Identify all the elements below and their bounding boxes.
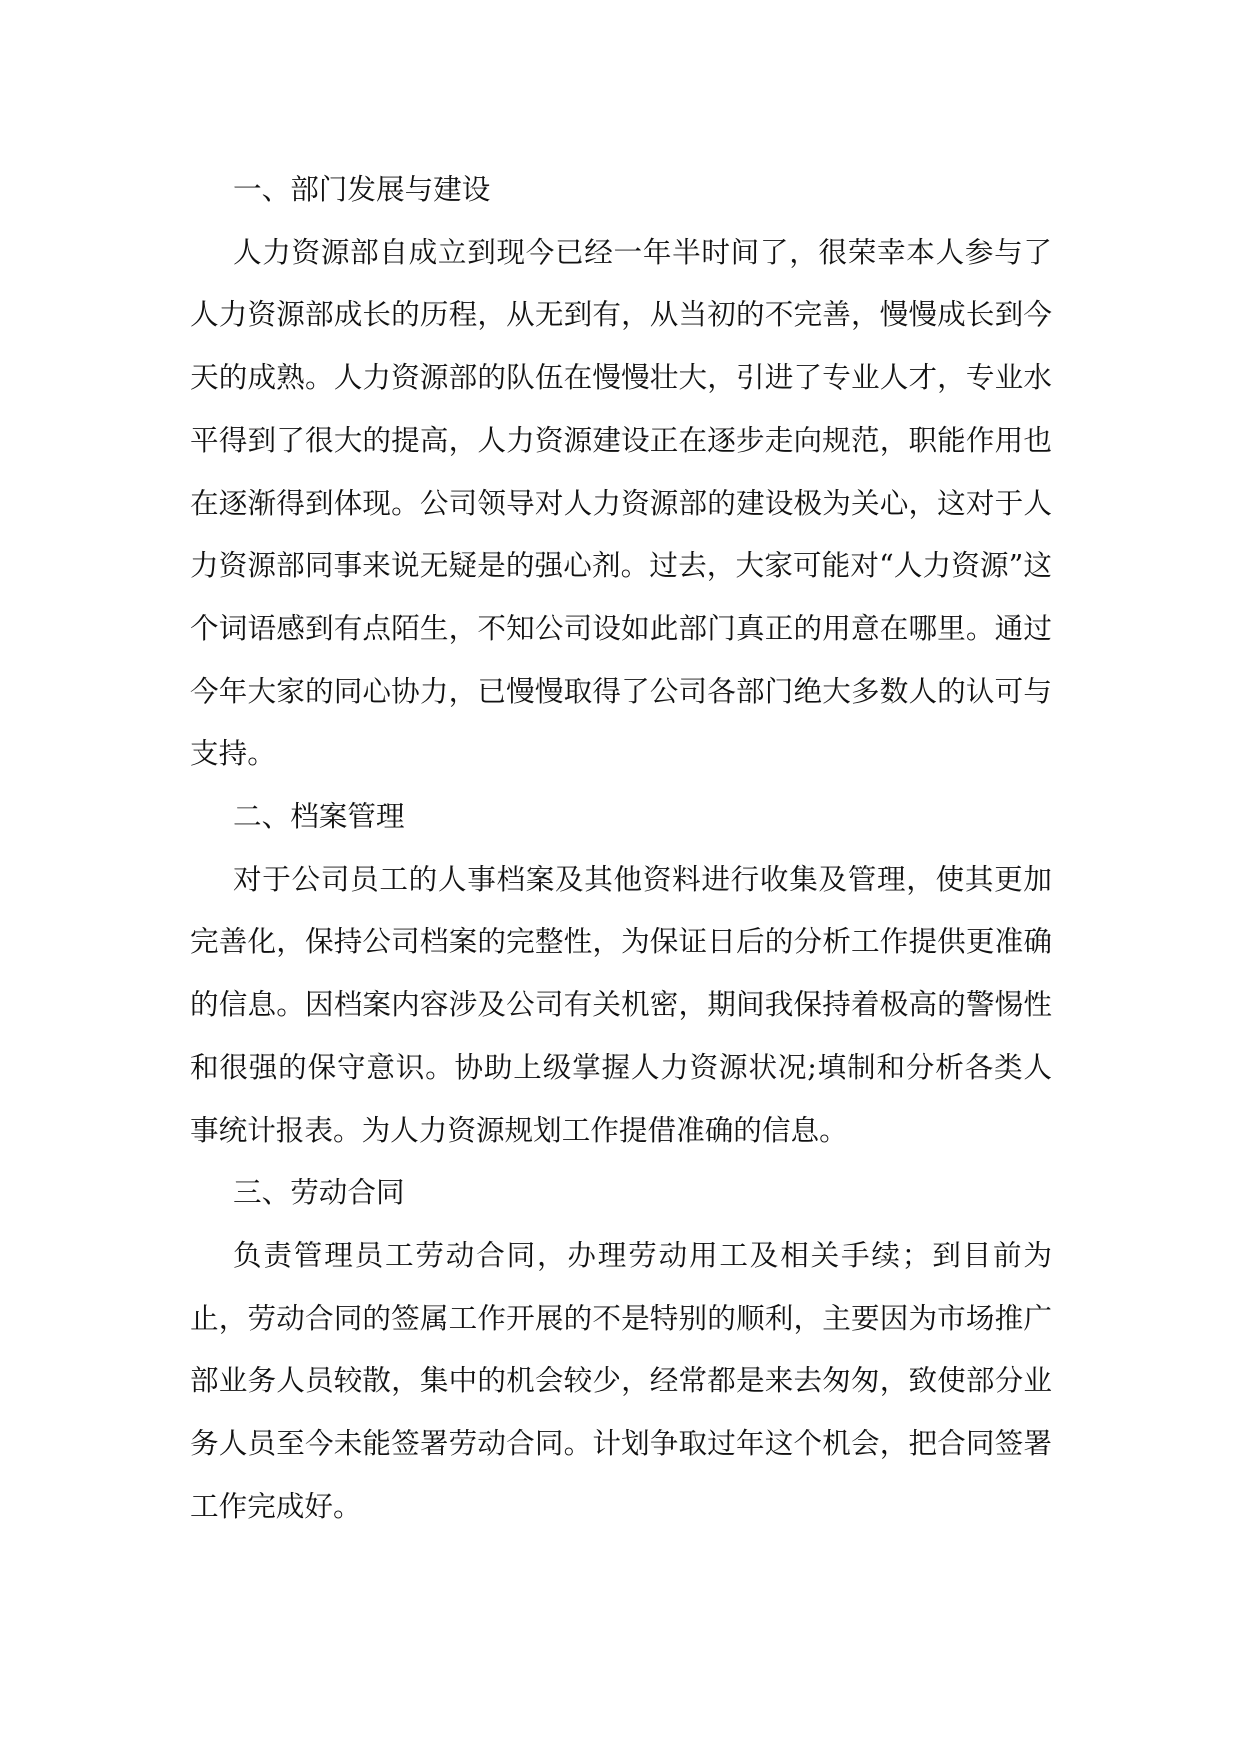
section-paragraph-department-development: 人力资源部自成立到现今已经一年半时间了，很荣幸本人参与了人力资源部成长的历程，从无到有，从当初的不完善，慢慢成长到今天的成熟。人力资源部的队伍在慢慢壮大，引进了专业人才，专业水平得到了很大的提高，人力资源建设正在逐步走向规范，职能作用也在逐渐得到体现。公司领导对人力资源部的建设极为关心，这对于人力资源部同事来说无疑是的强心剂。过去，大家可能对“人力资源”这个词语感到有点陌生，不知公司设如此部门真正的用意在哪里。通过今年大家的同心协力，已慢慢取得了公司各部门绝大多数人的认可与支持。	[190, 234, 1052, 771]
section-paragraph-labor-contract: 负责管理员工劳动合同，办理劳动用工及相关手续；到目前为止，劳动合同的签属工作开展的不是特别的顺利，主要因为市场推广部业务人员较散，集中的机会较少，经常都是来去匆匆，致使部分业务人员至今未能签署劳动合同。计划争取过年这个机会，把合同签署工作完成好。	[190, 1237, 1052, 1523]
section-heading-department-development: 一、部门发展与建设	[233, 172, 491, 206]
section-heading-labor-contract: 三、劳动合同	[233, 1175, 405, 1210]
document-body	[190, 158, 1052, 1537]
section-paragraph-archive-management: 对于公司员工的人事档案及其他资料进行收集及管理，使其更加完善化，保持公司档案的完整性，为保证日后的分析工作提供更准确的信息。因档案内容涉及公司有关机密，期间我保持着极高的警惕性和很强的保守意识。协助上级掌握人力资源状况;填制和分析各类人事统计报表。为人力资源规划工作提借准确的信息。	[190, 861, 1052, 1147]
section-heading-archive-management: 二、档案管理	[233, 799, 405, 834]
